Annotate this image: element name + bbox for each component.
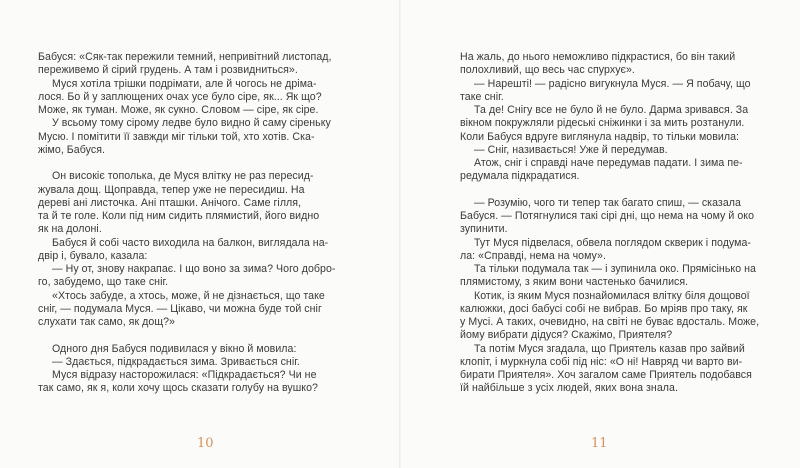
left-page-number: 10 (197, 436, 214, 451)
text-line: Коли Бабуся вдруге виглянула надвір, то тільки мовила: (460, 130, 740, 143)
text-line: жімо, Бабуся. (38, 143, 105, 156)
text-line: переживемо й сірий грудень. А там і розвидниться». (38, 64, 298, 77)
text-line: у Мусі. А таких, очевидно, на світі не буває вдосталь. Може, (460, 316, 760, 328)
text-line: Котик, із яким Муся познайомилася влітку біля дощової (474, 289, 750, 302)
text-line: плямистому, з яким вони частенько бачилися. (460, 276, 689, 289)
text-line: вікном покружляли рідеські сніжинки і за мить розтанули. (460, 117, 745, 130)
text-line: — Нарешті! — радісно вигукнула Муся. — Я побачу, що (474, 77, 751, 90)
text-line: — Сніг, називається! Уже й передумав. (474, 143, 668, 156)
text-line: бирати Приятеля». Хоч загалом саме Приятель подобався (460, 369, 752, 381)
text-line: Може, як туман. Може, як сукно. Словом — сіре, як сіре. (38, 104, 319, 116)
text-line: зупинити. (460, 223, 508, 236)
text-line: Та тільки подумала так — і зупинила око. Прямісінько на (474, 263, 756, 275)
right-page (400, 0, 800, 468)
text-line: Одного дня Бабуся подивилася у вікно й мовила: (52, 342, 297, 355)
text-line: Мусю. І помітити її завжди міг тільки той, хто хотів. Ска- (38, 130, 315, 143)
paragraph-gap (38, 329, 335, 342)
text-line: Муся відразу насторожилася: «Підкрадається? Чи не (52, 369, 317, 381)
text-line: ла: «Справді, нема на чому». (460, 249, 606, 262)
text-line: калюжки, досі бабусі собі не вибрав. Бо мріяв про таку, як (460, 302, 748, 315)
text-line: Бабуся й собі часто виходила на балкон, виглядала на- (52, 236, 329, 249)
text-line: На жаль, до нього неможливо підкрастися, бо він такий (460, 51, 736, 63)
text-line: Бабуся. — Потягнулися такі сірі дні, що нема на чому й око (460, 210, 755, 222)
text-line: двір і, бувало, казала: (38, 249, 148, 262)
text-line: — Розумію, чого ти тепер так багато спиш, — сказала (474, 196, 741, 209)
text-line: як на долоні. (38, 223, 102, 236)
text-line: Бабуся: «Сяк-так пережили темний, непривітний листопад, (38, 51, 332, 63)
text-line: го, забудемо, що таке сніг. (38, 276, 169, 289)
text-line: Он високіє тополька, де Муся влітку не раз пересид- (52, 170, 314, 183)
paragraph-gap (38, 157, 335, 170)
text-line: таке сніг. (460, 90, 504, 103)
text-line: редумала підкрадатися. (460, 170, 580, 183)
left-page-text (38, 51, 335, 396)
text-line: клопіт, і муркнула собі під ніс: «О ні! Навряд чи варто ви- (460, 355, 743, 368)
text-line: — Ну от, знову накрапає. І що воно за зима? Чого добро- (52, 263, 336, 275)
text-line: сніг, — подумала Муся. — Цікаво, чи можна буде той сніг (38, 302, 322, 315)
text-line: їй найбільше з усіх людей, яких вона знала. (460, 382, 678, 395)
text-line: йому вибрати дідуся? Скажімо, Приятеля? (460, 329, 673, 342)
text-line: дереві ані листочка. Ані пташки. Анічого. Саме гілля, (38, 196, 302, 209)
text-line: Та де! Снігу все не було й не було. Дарма зривався. За (474, 104, 749, 116)
text-line: Муся хотіла трішки подрімати, але й чогось не дріма- (52, 77, 317, 90)
text-line: так само, як я, коли хочу щось сказати голубу на вушко? (38, 382, 318, 395)
text-line: лося. Бо й у заплющених очах усе було сіре, як... Як що? (38, 90, 322, 103)
text-line: У всьому тому сірому ледве було видно й саму сіреньку (52, 117, 331, 130)
text-line: полохливий, що весь час спурхує». (460, 64, 635, 77)
right-page-text (460, 51, 759, 396)
text-line: «Хтось забуде, а хтось, може, й не дізнається, що таке (52, 289, 325, 302)
right-page-number: 11 (591, 436, 608, 451)
text-line: та й те голе. Коли під ним сидить плямистий, його видно (38, 210, 320, 222)
text-line: Та потім Муся згадала, що Приятель казав про зайвий (474, 342, 745, 355)
paragraph-gap (460, 184, 759, 197)
text-line: — Здається, підкрадається зима. Зривається сніг. (52, 355, 300, 368)
text-line: Тут Муся підвелася, обвела поглядом скверик і подума- (474, 236, 752, 249)
text-line: Атож, сніг і справді наче передумав падати. І зима пе- (474, 157, 743, 169)
text-line: слухати так само, як дощ?» (38, 316, 175, 328)
text-line: жувала дощ. Щоправда, тепер уже не пересидиш. На (38, 183, 305, 196)
